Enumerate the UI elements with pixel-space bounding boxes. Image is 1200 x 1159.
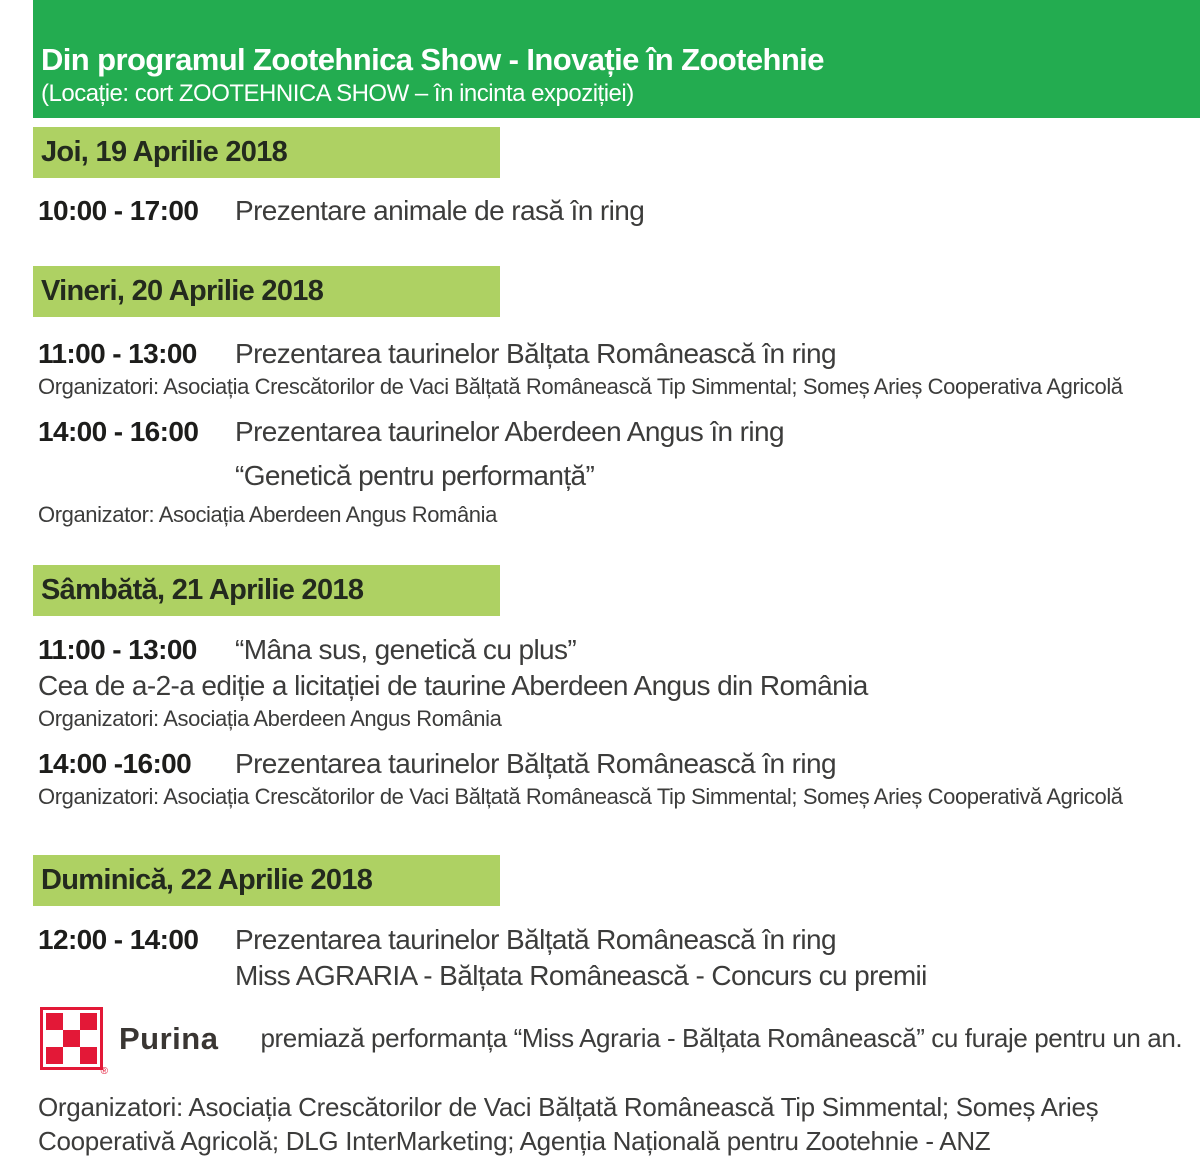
event-title: Prezentarea taurinelor Bălțată Românească în ring bbox=[235, 748, 836, 779]
page-title: Din programul Zootehnica Show - Inovație în Zootehnie bbox=[41, 42, 824, 78]
purina-wordmark: Purina bbox=[119, 1020, 219, 1056]
checkerboard-pattern bbox=[46, 1013, 97, 1064]
registered-trademark-symbol: ® bbox=[100, 1066, 108, 1077]
day-header-vineri: Vineri, 20 Aprilie 2018 bbox=[33, 266, 500, 317]
event-title: “Mâna sus, genetică cu plus” bbox=[235, 634, 577, 665]
event-organizers: Organizatori: Asociația Aberdeen Angus România bbox=[38, 706, 502, 731]
organizers-footer: Organizatori: Asociația Crescătorilor de Vaci Bălțată Românească Tip Simmental; Someș Arieș Cooperativă Agricolă; DLG InterMarketing; Agenția Națională pentru Zootehnie - ANZ bbox=[38, 1092, 1099, 1156]
sponsor-prize-text: premiază performanța “Miss Agraria - Bălțata Românească” cu furaje pentru un an. bbox=[260, 1023, 1183, 1053]
event-title: Prezentarea taurinelor Bălțata Românească în ring bbox=[235, 338, 836, 369]
location-subtitle: (Locație: cort ZOOTEHNICA SHOW – în incinta expoziției) bbox=[41, 80, 634, 107]
event-subtitle: “Genetică pentru performanță” bbox=[235, 460, 595, 491]
event-time: 11:00 - 13:00 bbox=[38, 338, 197, 369]
event-row bbox=[38, 633, 1200, 667]
event-time: 14:00 - 16:00 bbox=[38, 416, 199, 447]
event-organizers: Organizatori: Asociația Crescătorilor de Vaci Bălțată Românească Tip Simmental; Someș Arieș Cooperativă Agricolă bbox=[38, 784, 1123, 809]
event-title: Prezentarea taurinelor Aberdeen Angus în ring bbox=[235, 416, 784, 447]
event-time: 11:00 - 13:00 bbox=[38, 634, 197, 665]
event-row bbox=[38, 415, 1200, 449]
event-time: 12:00 - 14:00 bbox=[38, 924, 199, 955]
event-time: 10:00 - 17:00 bbox=[38, 195, 199, 226]
event-subtitle: Miss AGRARIA - Bălțata Românească - Concurs cu premii bbox=[235, 960, 927, 991]
event-row bbox=[38, 747, 1200, 781]
event-row bbox=[38, 337, 1200, 371]
purina-checkerboard-logo-icon bbox=[40, 1007, 108, 1077]
day-section-duminica bbox=[0, 855, 1200, 1077]
day-header-sambata: Sâmbătă, 21 Aprilie 2018 bbox=[33, 565, 500, 616]
event-time: 14:00 -16:00 bbox=[38, 748, 192, 779]
day-section-vineri bbox=[0, 266, 1200, 528]
program-header bbox=[33, 0, 1200, 118]
event-title: Prezentare animale de rasă în ring bbox=[235, 195, 645, 226]
day-header-joi: Joi, 19 Aprilie 2018 bbox=[33, 127, 500, 178]
event-row bbox=[38, 923, 1200, 957]
event-title: Prezentarea taurinelor Bălțată Românească în ring bbox=[235, 924, 836, 955]
day-section-sambata bbox=[0, 565, 1200, 810]
sponsor-row bbox=[40, 1007, 1200, 1077]
day-header-duminica: Duminică, 22 Aprilie 2018 bbox=[33, 855, 500, 906]
event-organizers: Organizator: Asociația Aberdeen Angus România bbox=[38, 502, 497, 527]
event-row bbox=[38, 194, 1200, 228]
day-section-joi bbox=[0, 127, 1200, 228]
event-organizers: Organizatori: Asociația Crescătorilor de Vaci Bălțată Românească Tip Simmental; Someș Arieș Cooperativa Agricolă bbox=[38, 374, 1123, 399]
event-detail: Cea de a-2-a ediție a licitației de taurine Aberdeen Angus din România bbox=[38, 670, 868, 701]
